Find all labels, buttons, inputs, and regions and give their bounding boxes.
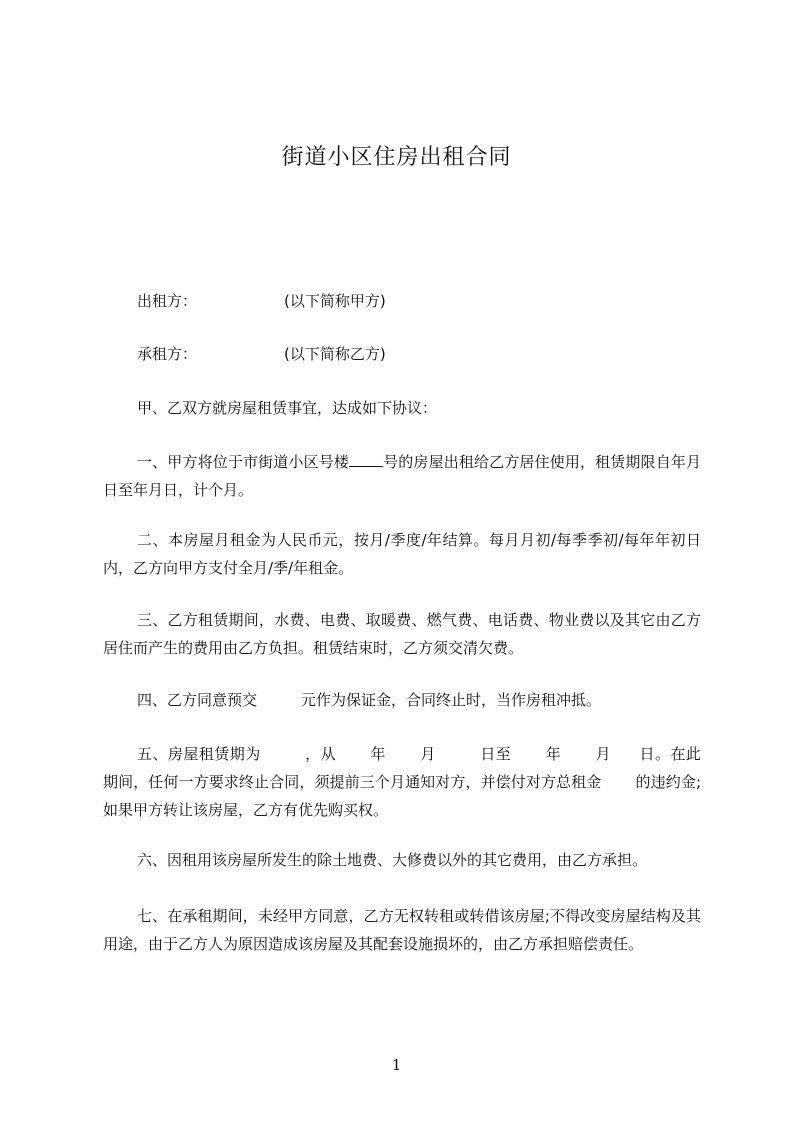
clause-7: 七、在承租期间，未经甲方同意，乙方无权转租或转借该房屋;不得改变房屋结构及其用途，由于乙方人为原因造成该房屋及其配套设施损坏的，由乙方承担赔偿责任。 bbox=[103, 907, 701, 953]
clause-5-text-h: 日。在此期间，任何一方要求终止合同，须提前三个月通知对方，并偿付对方总租金 bbox=[103, 745, 701, 791]
clause-5-text-f: 年 bbox=[545, 745, 562, 763]
clause-5-text-g: 月 bbox=[595, 745, 612, 763]
clause-1 bbox=[103, 448, 701, 504]
clause-5-text-c: 年 bbox=[370, 745, 386, 763]
clause-2: 二、本房屋月租金为人民币元，按月/季度/年结算。每月月初/每季季初/每年年初日内，乙方向甲方支付全月/季/年租金。 bbox=[103, 531, 701, 577]
lessor-note: (以下简称甲方) bbox=[284, 292, 386, 310]
clause-6: 六、因租用该房屋所发生的除土地费、大修费以外的其它费用，由乙方承担。 bbox=[137, 851, 648, 869]
clause-5-text-i: 的违约金;如果甲方转让该房屋，乙方有优先购买权。 bbox=[103, 773, 701, 819]
clause-5-text-a: 五、房屋租赁期为 bbox=[137, 745, 261, 763]
document-title: 街道小区住房出租合同 bbox=[281, 145, 512, 170]
page-number: 1 bbox=[391, 1056, 402, 1074]
clause-1-text-b: 号的房屋出租给乙方居住使用，租赁期限自年月日至年月日，计个月。 bbox=[103, 453, 701, 499]
clause-3: 三、乙方租赁期间，水费、电费、取暖费、燃气费、电话费、物业费以及其它由乙方居住而产生的费用由乙方负担。租赁结束时，乙方须交清欠费。 bbox=[103, 611, 701, 657]
lessee-label: 承租方： bbox=[137, 345, 198, 363]
clause-5 bbox=[103, 740, 701, 824]
intro-paragraph: 甲、乙双方就房屋租赁事宜，达成如下协议： bbox=[137, 399, 438, 417]
building-number-blank bbox=[349, 452, 383, 467]
clause-5-text-d: 月 bbox=[419, 745, 436, 763]
lessor-label: 出租方： bbox=[137, 292, 198, 310]
clause-4-text-a: 四、乙方同意预交 bbox=[137, 691, 258, 709]
lessee-note: (以下简称乙方) bbox=[284, 345, 386, 363]
clause-4 bbox=[137, 690, 601, 710]
clause-5-text-b: ，从 bbox=[304, 745, 337, 763]
clause-4-text-b: 元作为保证金，合同终止时，当作房租冲抵。 bbox=[301, 691, 602, 709]
clause-5-text-e: 日至 bbox=[479, 745, 512, 763]
clause-1-text-a: 一、甲方将位于市街道小区号楼 bbox=[137, 453, 349, 471]
